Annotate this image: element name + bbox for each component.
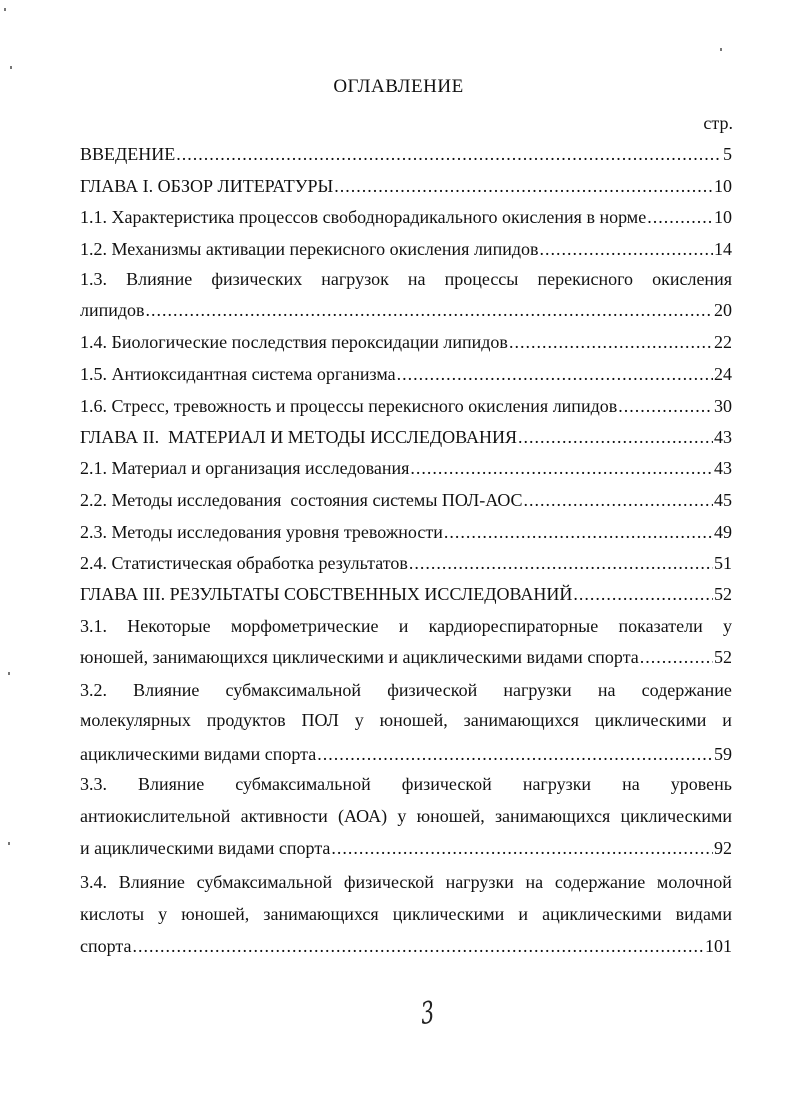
toc-word: занимающихся bbox=[494, 806, 611, 826]
toc-word: юношей, bbox=[181, 904, 250, 924]
dot-leader bbox=[524, 488, 713, 512]
toc-entry-label: 2.1. Материал и организация исследования bbox=[80, 458, 410, 478]
toc-word: циклическими bbox=[594, 710, 707, 730]
toc-entry-page: 24 bbox=[714, 364, 732, 384]
dot-leader bbox=[518, 425, 713, 449]
dot-leader bbox=[176, 142, 722, 166]
toc-word: циклическими bbox=[392, 904, 505, 924]
toc-entry-label: ГЛАВА II. МАТЕРИАЛ И МЕТОДЫ ИССЛЕДОВАНИЯ bbox=[80, 427, 518, 447]
toc-word: нагрузки bbox=[445, 872, 514, 892]
toc-entry[interactable] bbox=[80, 551, 732, 575]
toc-word: Влияние bbox=[126, 269, 193, 289]
toc-entry-label: 1.2. Механизмы активации перекисного окисления липидов bbox=[80, 239, 539, 259]
toc-entry-label: и ациклическими видами спорта bbox=[80, 838, 331, 858]
toc-entry-page: 52 bbox=[714, 647, 732, 667]
dot-leader bbox=[409, 551, 713, 575]
toc-entry[interactable] bbox=[80, 394, 732, 418]
toc-entry-label: 1.4. Биологические последствия пероксидации липидов bbox=[80, 332, 508, 352]
toc-word: молекулярных bbox=[80, 710, 191, 730]
toc-word: физической bbox=[343, 872, 434, 892]
toc-word: и bbox=[398, 616, 409, 636]
toc-word: субмаксимальной bbox=[225, 680, 362, 700]
toc-word: физических bbox=[211, 269, 303, 289]
toc-word: морфометрические bbox=[230, 616, 379, 636]
toc-word: у bbox=[722, 616, 732, 636]
toc-title: ОГЛАВЛЕНИЕ bbox=[333, 76, 464, 97]
dot-leader bbox=[397, 362, 713, 386]
toc-word: на bbox=[407, 269, 426, 289]
toc-word: молочной bbox=[656, 872, 732, 892]
toc-entry-page: 10 bbox=[714, 176, 732, 196]
toc-entry-line bbox=[80, 804, 732, 828]
dot-leader bbox=[331, 836, 713, 860]
dot-leader bbox=[317, 742, 713, 766]
toc-entry-label: 1.6. Стресс, тревожность и процессы перекисного окисления липидов bbox=[80, 396, 618, 416]
toc-entry-page: 49 bbox=[714, 522, 732, 542]
toc-entry-label: 1.5. Антиоксидантная система организма bbox=[80, 364, 396, 384]
toc-entry[interactable] bbox=[80, 142, 732, 166]
dot-leader bbox=[540, 237, 714, 261]
toc-entry-line bbox=[80, 870, 732, 894]
toc-word: 3.2. bbox=[80, 680, 107, 700]
toc-entry-page: 20 bbox=[714, 300, 732, 320]
toc-entry-line bbox=[80, 678, 732, 702]
toc-entry-page: 22 bbox=[714, 332, 732, 352]
toc-entry-page: 59 bbox=[714, 744, 732, 764]
toc-entry[interactable] bbox=[80, 456, 732, 480]
toc-entry[interactable] bbox=[80, 488, 732, 512]
dot-leader bbox=[573, 582, 713, 606]
toc-word: Влияние bbox=[133, 680, 200, 700]
toc-word: у bbox=[397, 806, 407, 826]
toc-entry-page: 101 bbox=[705, 936, 732, 956]
toc-word: на bbox=[525, 872, 544, 892]
toc-word: и bbox=[518, 904, 528, 924]
toc-word: видами bbox=[675, 904, 732, 924]
toc-entry-page: 43 bbox=[714, 458, 732, 478]
toc-entry-page: 30 bbox=[714, 396, 732, 416]
toc-entry-label: липидов bbox=[80, 300, 145, 320]
toc-word: на bbox=[622, 774, 640, 794]
toc-word: у bbox=[158, 904, 168, 924]
scan-speck bbox=[10, 66, 12, 69]
toc-entry[interactable] bbox=[80, 582, 732, 606]
toc-word: циклическими bbox=[620, 806, 732, 826]
toc-entry[interactable] bbox=[80, 205, 732, 229]
toc-entry-label: ВВЕДЕНИЕ bbox=[80, 144, 176, 164]
toc-word: процессы bbox=[444, 269, 519, 289]
dot-leader bbox=[334, 174, 713, 198]
toc-entry-label: ГЛАВА III. РЕЗУЛЬТАТЫ СОБСТВЕННЫХ ИССЛЕДОВАНИЙ bbox=[80, 584, 573, 604]
page-column-label: стр. bbox=[703, 113, 733, 133]
toc-entry[interactable] bbox=[80, 520, 732, 544]
toc-word: антиокислительной bbox=[80, 806, 231, 826]
toc-entry-label: 2.4. Статистическая обработка результатов bbox=[80, 553, 408, 573]
toc-entry[interactable] bbox=[80, 362, 732, 386]
toc-entry[interactable] bbox=[80, 237, 732, 261]
scan-speck bbox=[4, 8, 6, 11]
toc-word: содержание bbox=[641, 680, 732, 700]
toc-entry[interactable] bbox=[80, 742, 732, 766]
toc-word: на bbox=[597, 680, 616, 700]
toc-word: субмаксимальной bbox=[196, 872, 333, 892]
toc-entry-page: 45 bbox=[714, 490, 732, 510]
toc-entry-label: 2.3. Методы исследования уровня тревожности bbox=[80, 522, 443, 542]
toc-word: Влияние bbox=[138, 774, 205, 794]
toc-word: нагрузки bbox=[522, 774, 592, 794]
toc-entry[interactable] bbox=[80, 174, 732, 198]
toc-word: у bbox=[354, 710, 364, 730]
toc-word: (АОА) bbox=[337, 806, 388, 826]
toc-entry-line bbox=[80, 772, 732, 796]
toc-word: Некоторые bbox=[127, 616, 211, 636]
scan-speck bbox=[8, 842, 10, 845]
toc-word: 3.1. bbox=[80, 616, 107, 636]
toc-word: нагрузок bbox=[321, 269, 389, 289]
toc-word: ПОЛ bbox=[301, 710, 339, 730]
toc-entry-label: 2.2. Методы исследования состояния системы ПОЛ-АОС bbox=[80, 490, 523, 510]
toc-word: и bbox=[722, 710, 732, 730]
toc-word: уровень bbox=[670, 774, 732, 794]
toc-entry-page: 52 bbox=[714, 584, 732, 604]
toc-word: физической bbox=[387, 680, 478, 700]
toc-word: занимающихся bbox=[463, 710, 579, 730]
dot-leader bbox=[410, 456, 713, 480]
toc-word: 3.3. bbox=[80, 774, 107, 794]
toc-entry[interactable] bbox=[80, 425, 732, 449]
toc-entry[interactable] bbox=[80, 836, 732, 860]
toc-entry[interactable] bbox=[80, 645, 732, 669]
toc-word: кислоты bbox=[80, 904, 145, 924]
toc-entry[interactable] bbox=[80, 330, 732, 354]
toc-entry-line bbox=[80, 902, 732, 926]
toc-entry-label: спорта bbox=[80, 936, 132, 956]
dot-leader bbox=[509, 330, 713, 354]
toc-word: содержание bbox=[554, 872, 646, 892]
toc-word: занимающихся bbox=[263, 904, 379, 924]
toc-entry-label: ациклическими видами спорта bbox=[80, 744, 317, 764]
toc-word: юношей, bbox=[416, 806, 485, 826]
toc-word: 3.4. bbox=[80, 872, 107, 892]
toc-word: юношей, bbox=[379, 710, 448, 730]
dot-leader bbox=[132, 934, 704, 958]
toc-entry-page: 10 bbox=[714, 207, 732, 227]
toc-entry-page: 43 bbox=[714, 427, 732, 447]
toc-entry-label: 1.1. Характеристика процессов свободнорадикального окисления в норме bbox=[80, 207, 647, 227]
dot-leader bbox=[640, 645, 713, 669]
toc-word: показатели bbox=[618, 616, 703, 636]
handwritten-page-number: 3 bbox=[419, 994, 436, 1033]
scan-speck bbox=[8, 672, 10, 675]
toc-word: физической bbox=[401, 774, 492, 794]
dot-leader bbox=[146, 298, 713, 322]
dot-leader bbox=[444, 520, 713, 544]
toc-entry-label: юношей, занимающихся циклическими и ациклическими видами спорта bbox=[80, 647, 639, 667]
toc-word: Влияние bbox=[118, 872, 185, 892]
toc-entry-label: ГЛАВА I. ОБЗОР ЛИТЕРАТУРЫ bbox=[80, 176, 334, 196]
toc-entry-line bbox=[80, 614, 732, 638]
toc-entry[interactable] bbox=[80, 298, 732, 322]
toc-entry-page: 51 bbox=[714, 553, 732, 573]
dot-leader bbox=[647, 205, 713, 229]
toc-word: ациклическими bbox=[542, 904, 662, 924]
toc-word: окисления bbox=[652, 269, 732, 289]
toc-word: перекисного bbox=[537, 269, 634, 289]
toc-entry-line bbox=[80, 267, 732, 291]
toc-word: нагрузки bbox=[503, 680, 572, 700]
toc-entry-page: 14 bbox=[714, 239, 732, 259]
toc-entry-page: 5 bbox=[723, 144, 732, 164]
toc-word: субмаксимальной bbox=[235, 774, 371, 794]
toc-entry-page: 92 bbox=[714, 838, 732, 858]
scan-speck bbox=[720, 48, 722, 51]
toc-entry-line bbox=[80, 708, 732, 732]
dot-leader bbox=[618, 394, 713, 418]
toc-entry[interactable] bbox=[80, 934, 732, 958]
toc-word: 1.3. bbox=[80, 269, 107, 289]
toc-word: кардиореспираторные bbox=[428, 616, 599, 636]
toc-word: активности bbox=[240, 806, 328, 826]
toc-word: продуктов bbox=[206, 710, 286, 730]
